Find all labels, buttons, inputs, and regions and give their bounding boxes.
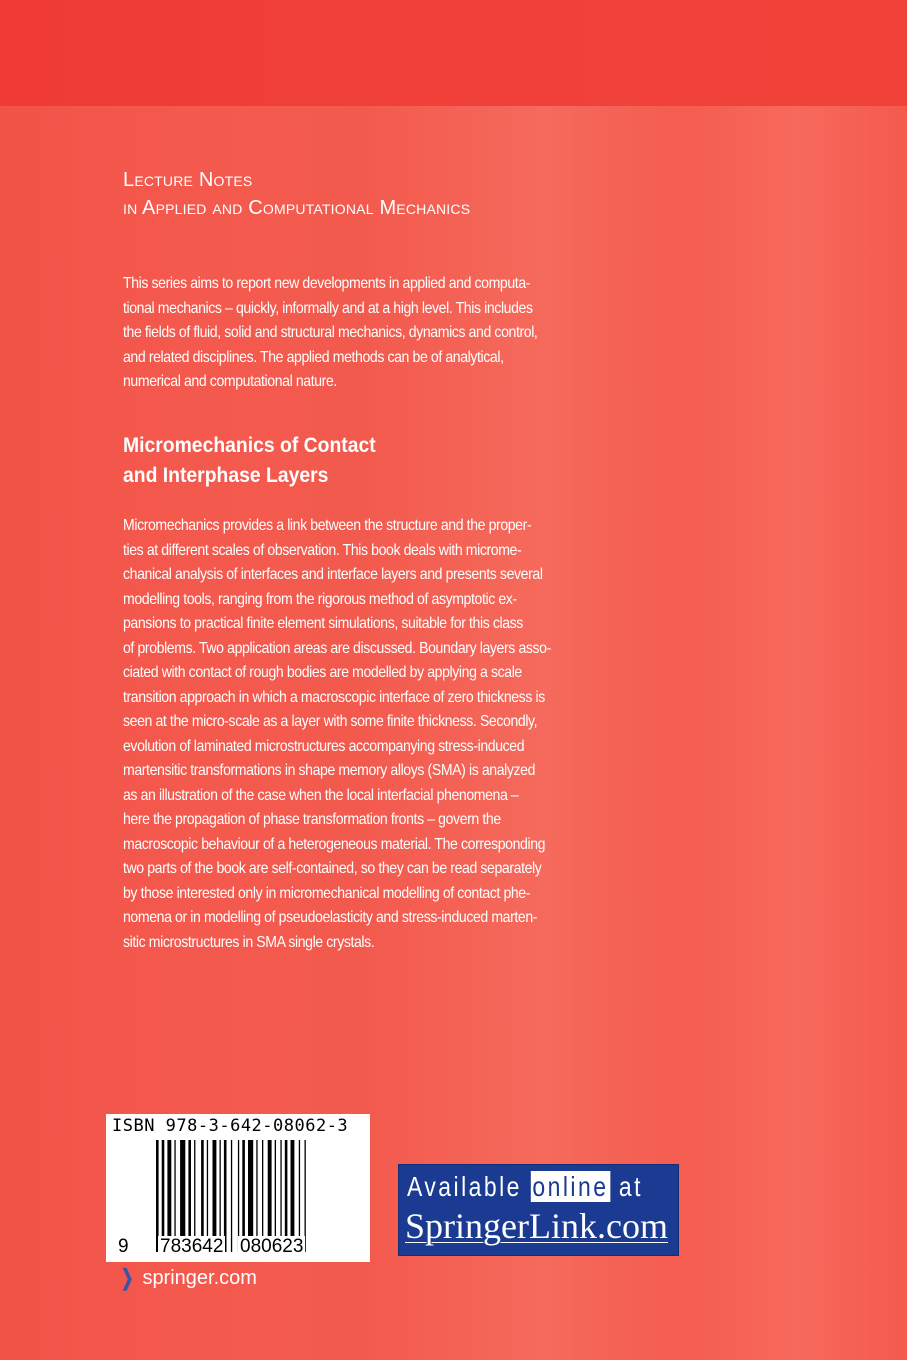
book-title-line-1: Micromechanics of Contact — [123, 433, 376, 457]
text-line: Micromechanics provides a link between the structure and the proper- — [123, 517, 532, 534]
chevron-right-icon: ❯ — [120, 1265, 134, 1290]
text-line: seen at the micro-scale as a layer with some finite thickness. Secondly, — [123, 713, 538, 730]
book-description — [123, 514, 551, 955]
text-line: ciated with contact of rough bodies are modelled by applying a scale — [123, 664, 522, 681]
text-line: of problems. Two application areas are discussed. Boundary layers asso- — [123, 639, 551, 657]
text-line: This series aims to report new developments in applied and computa- — [123, 275, 531, 292]
text-line: here the propagation of phase transformation fronts – govern the — [123, 811, 501, 828]
series-title — [123, 166, 470, 222]
text-line: modelling tools, ranging from the rigorous method of asymptotic ex- — [123, 590, 517, 608]
springer-url[interactable]: springer.com — [142, 1266, 257, 1289]
springerlink-site[interactable]: SpringerLink.com — [405, 1206, 668, 1246]
text-line: sitic microstructures in SMA single crystals. — [123, 933, 375, 951]
text-line: by those interested only in micromechanical modelling of contact phe- — [123, 884, 531, 902]
text-line: martensitic transformations in shape memory alloys (SMA) is analyzed — [123, 762, 536, 779]
text-line: numerical and computational nature. — [123, 373, 337, 390]
available-online-text — [407, 1171, 643, 1203]
text-line: the fields of fluid, solid and structural mechanics, dynamics and control, — [123, 324, 538, 341]
springer-link[interactable] — [118, 1265, 257, 1291]
series-title-line-1: Lecture Notes — [123, 169, 253, 191]
barcode-digit-first: 9 — [118, 1236, 129, 1257]
text-line: macroscopic behaviour of a heterogeneous material. The corresponding — [123, 835, 546, 853]
text-line: nomena or in modelling of pseudoelasticity and stress-induced marten- — [123, 909, 538, 926]
available-word: Available — [407, 1171, 522, 1202]
text-line: as an illustration of the case when the local interfacial phenomena – — [123, 786, 519, 804]
text-line: tional mechanics – quickly, informally and at a high level. This includes — [123, 299, 533, 317]
isbn-barcode — [106, 1114, 370, 1262]
text-line: two parts of the book are self-contained, so they can be read separately — [123, 860, 542, 877]
springerlink-badge[interactable] — [398, 1164, 679, 1256]
text-line: pansions to practical finite element simulations, suitable for this class — [123, 615, 523, 632]
text-line: ties at different scales of observation. This book deals with microme- — [123, 541, 522, 559]
text-line: and related disciplines. The applied methods can be of analytical, — [123, 348, 504, 366]
book-title — [123, 430, 376, 490]
isbn-number: ISBN 978-3-642-08062-3 — [112, 1116, 349, 1136]
at-word: at — [618, 1171, 643, 1202]
text-line: transition approach in which a macroscopic interface of zero thickness is — [123, 688, 545, 706]
text-line: chanical analysis of interfaces and interface layers and presents several — [123, 566, 543, 583]
book-title-line-2: and Interphase Layers — [123, 463, 329, 487]
barcode-bar — [231, 1140, 232, 1252]
series-title-line-2: in Applied and Computational Mechanics — [123, 197, 471, 219]
text-line: evolution of laminated microstructures accompanying stress-induced — [123, 737, 525, 755]
online-word: online — [532, 1171, 609, 1202]
barcode-digits-left: 783642 — [160, 1236, 224, 1257]
barcode-digits-right: 080623 — [240, 1236, 304, 1257]
top-color-band — [0, 0, 907, 106]
series-description — [123, 272, 537, 395]
